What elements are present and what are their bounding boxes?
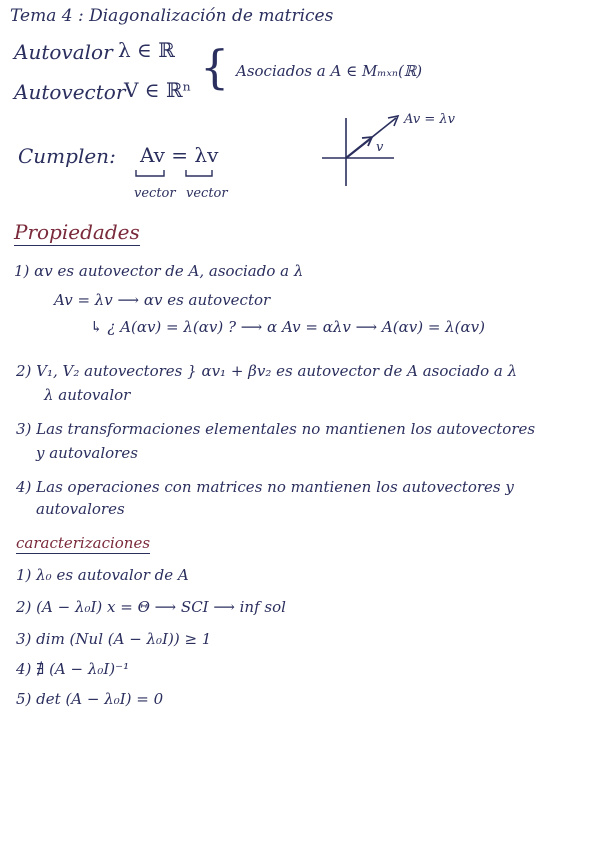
diagram-av-label: Av = λv [404,112,455,127]
characterization-2: 2) (A − λ₀I) x = Θ ⟶ SCI ⟶ inf sol [16,598,286,616]
characterization-4: 4) ∄ (A − λ₀I)⁻¹ [16,660,130,678]
eigenvector-expr: V ∈ ℝⁿ [124,78,192,102]
property-3-cont: y autovalores [36,444,138,462]
diagram-v-label: v [376,140,384,155]
characterization-3: 3) dim (Nul (A − λ₀I)) ≥ 1 [16,630,212,648]
property-4: 4) Las operaciones con matrices no mantienen los autovectores y [16,478,514,496]
caracterizaciones-heading: caracterizaciones [16,534,151,552]
characterization-5: 5) det (A − λ₀I) = 0 [16,690,164,708]
left-underbrace [136,170,164,176]
cumplen-label: Cumplen: [18,144,116,168]
left-vector-note: vector [134,186,176,201]
property-3: 3) Las transformaciones elementales no mantienen los autovectores [16,420,536,438]
property-2-sub: λ autovalor [44,386,131,404]
page-title: Tema 4 : Diagonalización de matrices [10,6,334,26]
property-4-cont: autovalores [36,500,125,518]
propiedades-heading: Propiedades [14,220,140,244]
associated-text: Asociados a A ∈ Mₘₓₙ(ℝ) [236,62,423,80]
definition-brace: { [200,40,230,94]
eigenvector-label: Autovector [14,80,126,104]
eigen-equation: Av = λv [140,143,219,167]
eigenvalue-expr: λ ∈ ℝ [118,38,175,62]
right-underbrace [186,170,212,176]
property-1-proof: ↳ ¿ A(αv) = λ(αv) ? ⟶ α Av = αλv ⟶ A(αv) = λ(αv) [90,318,485,336]
diagram-v-arrow [346,139,370,158]
property-2: 2) V₁, V₂ autovectores } αv₁ + βv₂ es autovector de A asociado a λ [16,362,518,380]
eigenvalue-label: Autovalor [14,40,113,64]
right-vector-note: vector [186,186,228,201]
property-1-step: Av = λv ⟶ αv es autovector [54,291,271,309]
characterization-1: 1) λ₀ es autovalor de A [16,566,189,584]
property-1: 1) αv es autovector de A, asociado a λ [14,262,304,280]
